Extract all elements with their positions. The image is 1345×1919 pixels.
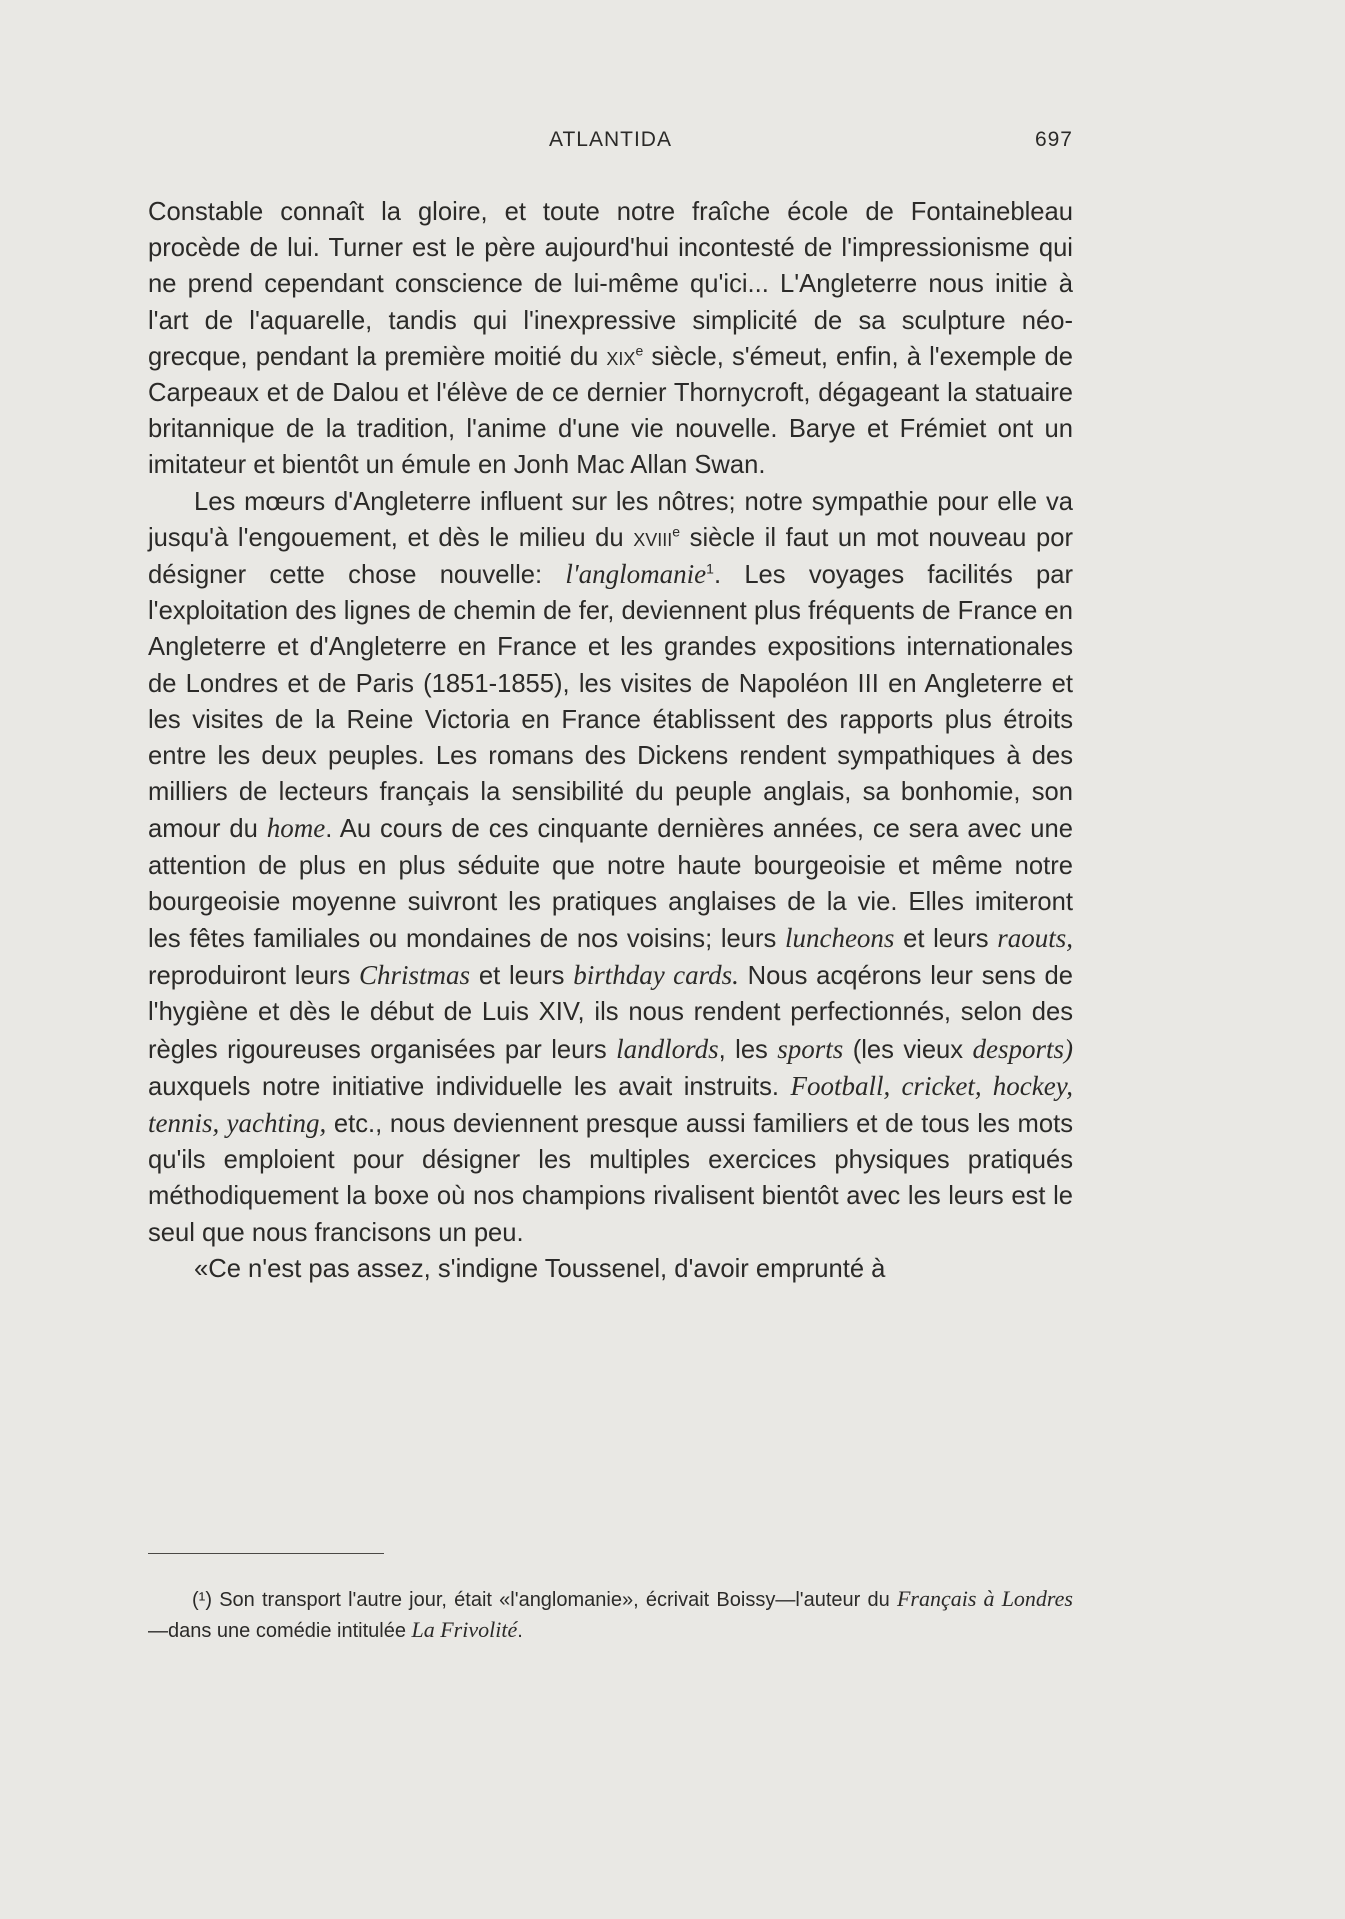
italic-term: desports)	[972, 1033, 1073, 1064]
text-run: —dans une comédie intitulée	[148, 1620, 412, 1642]
paragraph-3	[148, 1251, 1073, 1287]
text-run: .	[517, 1620, 523, 1642]
text-run: Constable connaît la gloire, et toute notre fraîche école de Fontainebleau procède de lui. Turner est le père aujourd'hui incontesté de l'impressionisme qui ne prend cependant conscience de lui-même qu'ici... L'Angleterre nous initie à l'art de l'aquarelle, tandis qui l'inexpressive simplicité de sa sculpture néo-grecque, pendant la première moitié du	[148, 198, 1073, 371]
text-run: etc., nous deviennent presque aussi familiers et de tous les mots qu'ils emploient pour désigner les multiples exercices physiques pratiqués méthodiquement la boxe où nos champions rivalisent bientôt avec les leurs est le seul que nous francisons un peu.	[148, 1110, 1073, 1247]
paragraph-1	[148, 194, 1073, 484]
footnote-text	[148, 1584, 1073, 1646]
text-run: reproduiront leurs	[148, 962, 360, 991]
century-numeral: xix	[606, 342, 636, 371]
italic-term: landlords	[616, 1033, 719, 1064]
italic-title: Français à Londres	[896, 1586, 1073, 1611]
footnote	[148, 1584, 1073, 1646]
footnote-divider	[148, 1553, 384, 1554]
body-text	[148, 194, 1073, 1287]
italic-term: l'anglomanie	[565, 559, 707, 590]
text-run: , les	[718, 1035, 778, 1064]
italic-title: La Frivolité	[411, 1617, 518, 1642]
text-run: Les mœurs d'Angleterre influent sur les nôtres; notre sympathie pour elle va jusqu'à l'engouement, et dès le milieu du	[148, 487, 1073, 552]
text-run: auxquels notre initiative individuelle les avait instruits.	[148, 1072, 791, 1101]
text-run: . Les voyages facilités par l'exploitation des lignes de chemin de fer, deviennent plus fréquents de France en Angleterre et d'Angleterre en France et les grandes expositions internationales de Londres et de Paris (1851-1855), les visites de Napoléon III en Angleterre et les visites de la Reine Victoria en France établissent des rapports plus étroits entre les deux peuples. Les romans des Dickens rendent sympathiques à des milliers de lecteurs français la sensibilité du peuple anglais, sa bonhomie, son amour du	[148, 561, 1073, 844]
italic-term: birthday cards.	[573, 960, 739, 991]
italic-term: raouts,	[997, 923, 1073, 954]
text-run: et leurs	[894, 925, 998, 954]
italic-term: Christmas	[359, 960, 471, 991]
text-run: (les vieux	[843, 1035, 973, 1064]
page-number: 697	[1034, 128, 1073, 151]
superscript: e	[635, 342, 644, 359]
century-numeral: xviii	[633, 523, 673, 552]
italic-term: luncheons	[784, 923, 895, 954]
footnote-marker: (¹)	[192, 1589, 212, 1611]
text-run: «Ce n'est pas assez, s'indigne Toussenel, d'avoir emprunté à	[194, 1254, 886, 1283]
text-run: siècle, s'émeut, enfin, à l'exemple de Carpeaux et de Dalou et l'élève de ce dernier Thornycroft, dégageant la statuaire britannique de la tradition, l'anime d'une vie nouvelle. Barye et Frémiet ont un imitateur et bientôt un émule en Jonh Mac Allan Swan.	[148, 342, 1073, 480]
footnote-reference: 1	[706, 560, 714, 577]
italic-term: home	[266, 813, 326, 844]
running-head	[148, 128, 1073, 162]
text-run: siècle il faut un mot nouveau por désigner cette chose nouvelle:	[148, 523, 1073, 590]
paragraph-2	[148, 484, 1073, 1251]
running-title: ATLANTIDA	[549, 128, 672, 151]
text-run: et leurs	[470, 962, 574, 991]
text-run: Son transport l'autre jour, était «l'anglomanie», écrivait Boissy—l'auteur du	[211, 1589, 897, 1611]
text-run: Nous acqérons leur sens de l'hygiène et dès le début de Luis XIV, ils nous rendent perfectionnés, selon des règles rigoureuses organisées par leurs	[148, 962, 1074, 1064]
italic-term: Football, cricket, hockey, tennis, yachting,	[148, 1070, 1073, 1139]
italic-term: sports	[777, 1033, 844, 1064]
superscript: e	[672, 523, 681, 540]
text-run: . Au cours de ces cinquante dernières années, ce sera avec une attention de plus en plus séduite que notre haute bourgeoisie et même notre bourgeoisie moyenne suivront les pratiques anglaises de la vie. Elles imiteront les fêtes familiales ou mondaines de nos voisins; leurs	[148, 815, 1073, 954]
